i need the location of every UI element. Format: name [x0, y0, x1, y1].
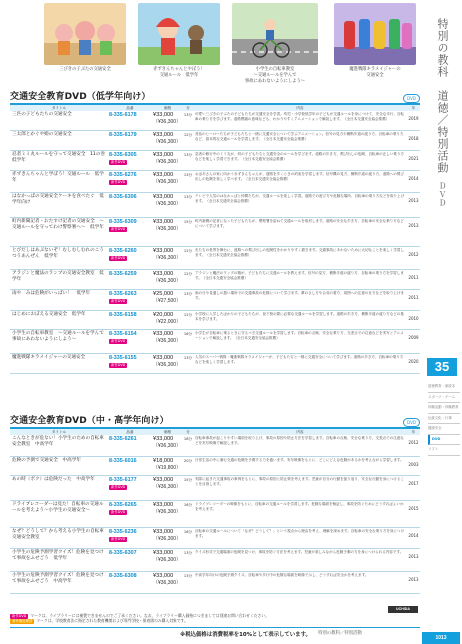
release-year: 2019	[408, 116, 419, 121]
column-minutes: 分	[186, 106, 190, 110]
price-with-tax: （¥36,300）	[153, 118, 182, 125]
sidebar-tab[interactable]: 健康安全	[428, 424, 460, 435]
catalog-page-number: 1013	[422, 632, 460, 644]
duration: 12分	[183, 313, 193, 317]
price-cell	[152, 270, 183, 289]
price-cell	[152, 311, 183, 329]
product-code: 8-335-6260	[109, 248, 137, 254]
price-with-tax: （¥36,300）	[153, 254, 182, 261]
product-title: はじめにおぼえる交通安全 低学年	[12, 312, 86, 317]
tax-note: ※税込価格は消費税率を10%として表示しています。	[180, 632, 311, 638]
new-dvd-badge: 新作DVD	[111, 180, 126, 184]
new-dvd-badge: 新作DVD	[111, 339, 126, 343]
sidebar-tabs	[428, 382, 460, 456]
table-row	[10, 354, 420, 374]
column-price: 価格	[163, 106, 172, 110]
price-with-tax: （¥36,300）	[153, 337, 182, 344]
product-code-cell	[108, 290, 152, 310]
product-description: アラジンと魔法のランプの精が、子どもたちに交通ルールを教えます。信号の見方、横断歩道の渡り方、自転車の乗り方を学習します。（全日本交通安全協会推薦）	[195, 271, 404, 280]
new-dvd-badge: 新作DVD	[111, 299, 126, 303]
sidebar-vertical-title: 特別の教科 道徳／特別活動	[436, 18, 449, 174]
legend	[10, 613, 420, 624]
page-number: 35	[427, 358, 457, 376]
product-title: はなかっぱの交通安全ケーキを食べたぐ 低学年向け	[12, 194, 104, 205]
new-dvd-badge: 新作DVD	[111, 485, 126, 489]
table-row	[10, 151, 420, 171]
product-code: 8-335-6305	[109, 152, 137, 158]
product-description: 自転車事故が起こりやすい場面を取り上げ、事故の原因や防止方法を学習します。自転車の点検、安全な乗り方、交差点での注意などを実写映像で解説します。	[195, 436, 404, 445]
price: ¥33,000	[153, 331, 174, 337]
duration: 12分	[183, 249, 193, 253]
price: ¥33,000	[153, 355, 174, 361]
sidebar-tab[interactable]: DVD	[428, 435, 460, 446]
table-row	[10, 501, 420, 528]
product-code: 8-335-6306	[109, 194, 137, 200]
price: ¥33,000	[153, 477, 174, 483]
duration: 13分	[183, 195, 193, 199]
price-with-tax: （¥36,300）	[153, 158, 182, 165]
price: ¥33,000	[153, 132, 174, 138]
table-row	[10, 435, 420, 457]
product-table	[10, 111, 420, 374]
price: ¥33,000	[153, 436, 174, 442]
thumbnail-caption: 赤ずきんちゃんとやぼう！ 交通ルール 低学年	[153, 67, 205, 78]
product-title: 魔進戦隊キラメイジャーの交通安全	[12, 355, 86, 360]
price-with-tax: （¥36,300）	[153, 579, 182, 586]
product-code-cell	[108, 501, 152, 527]
uchida-logo: UCHIDA	[388, 606, 418, 613]
product-description: 小学生が自転車に乗るときに守るべき交通ルールを学習します。自転車の点検、安全な乗り方、交差点での注意などを実写とアニメーションで解説します。（全日本交通安全協会推薦）	[195, 331, 404, 340]
product-code-cell	[108, 171, 152, 192]
product-title: ドライブレコーダーは見た！自転車の交通ルールを考えよう～小学生の交通安全～	[12, 502, 104, 513]
duration: 16分	[183, 530, 193, 534]
product-code-cell	[108, 476, 152, 500]
price-with-tax: （¥36,300）	[153, 556, 182, 563]
price-cell	[152, 111, 183, 130]
product-code: 8-335-6307	[109, 550, 137, 556]
legend-text-1: マークは、ライブラリーには複製できませんのでご了承ください。なお、ライブラリー購入価格につきましては別途お問い合わせください。	[30, 613, 269, 618]
product-code: 8-335-6177	[109, 477, 137, 483]
price-cell	[152, 501, 183, 527]
column-year: 年	[411, 106, 416, 110]
product-code: 8-335-6309	[109, 219, 137, 225]
section-title: 交通安全教育DVD（低学年向け）	[10, 92, 151, 102]
table-row	[10, 171, 420, 193]
duration: 13分	[183, 292, 193, 296]
product-code-cell	[108, 435, 152, 456]
price-with-tax: （¥27,500）	[153, 297, 182, 304]
release-year: 2018	[408, 136, 419, 141]
product-code: 8-335-6179	[109, 132, 137, 138]
product-table	[10, 435, 420, 594]
product-title: 小学生の自転車教室 ～交通ルールを学んで事故にあわないようにしよう～	[12, 331, 104, 342]
duration: 15分	[183, 478, 193, 482]
column-title: タイトル	[51, 430, 67, 434]
product-description: 昔話のヒーローたちが子どもたちと一緒に交通安全について学ぶアニメーション。信号の見方や横断歩道の渡り方、自転車の乗り方など、基本的な交通ルールを学習します。（全日本交通安全協会推薦）	[195, 132, 404, 141]
release-year: 2014	[408, 533, 419, 538]
sidebar-tab[interactable]: 体験活動・体験教育	[428, 403, 460, 414]
price-cell	[152, 290, 183, 310]
table-row	[10, 330, 420, 354]
product-description: 実際に起きた交通事故の事例をもとに、事故の原因と防止策を考えます。児童が自分の行動を振り返り、安全な行動を身につけることを目指します。	[195, 477, 404, 486]
new-dvd-badge: 新作DVD	[111, 227, 126, 231]
table-row	[10, 131, 420, 151]
duration: 13分	[183, 574, 193, 578]
sidebar-tab[interactable]: ソフト	[428, 445, 460, 456]
product-title: 三匹の子どもたちの交通安全	[12, 112, 72, 117]
price-with-tax: （¥36,300）	[153, 535, 182, 542]
price: ¥33,000	[153, 219, 174, 225]
product-description: 中高学年向けの危険予測クイズ。自転車や歩行中の危険な場面を映像で示し、どうすれば安全かを考えます。	[195, 573, 369, 577]
product-code-cell	[108, 457, 152, 475]
sidebar-tab[interactable]: スポーツ・ゲーム	[428, 393, 460, 404]
product-code-cell	[108, 354, 152, 373]
product-code: 8-335-6265	[109, 502, 137, 508]
product-title: 忍者ミミ丸ルールを守って交通安全 11の巻 低学年	[12, 152, 110, 163]
thumbnail-strip	[44, 3, 416, 85]
thumbnail-1	[44, 3, 126, 73]
product-title: 雨や みは危険がいっぱい！ 低学年	[12, 291, 91, 296]
price-cell	[152, 151, 183, 170]
product-code: 8-335-6155	[109, 355, 137, 361]
price: ¥20,000	[153, 312, 174, 318]
duration: 13分	[183, 153, 193, 157]
legend-text-2: マークは、学校教育法に指定された教育機関および専門学校・保育園のみ購入対象です。	[36, 618, 188, 623]
section-upper-grades	[10, 416, 420, 594]
product-code: 8-335-6158	[109, 312, 137, 318]
product-title: とびだしはあぶないぞ！むしむしむれのこうつうあんぜん 低学年	[12, 248, 104, 259]
price-cell	[152, 330, 183, 353]
price: ¥25,000	[153, 291, 174, 297]
product-code: 8-335-6178	[109, 112, 137, 118]
table-row	[10, 311, 420, 330]
table-row	[10, 572, 420, 594]
product-description: 自転車の交通ルールについて「なぜ？どうして？」という視点から理由を考え、理解を深めます。自転車の安全な乗り方を身につけます。	[195, 529, 404, 538]
product-code: 8-335-6308	[109, 573, 137, 579]
price-cell	[152, 549, 183, 571]
product-title: こんなときが危ない！小学生のための自転車安全教室 中高学年	[12, 436, 104, 447]
product-title: 小学生の危険予測学習クイズ！危険を見つけて事故をふせごう 低学年	[12, 550, 104, 561]
release-year: 2015	[408, 506, 419, 511]
table-row	[10, 528, 420, 549]
thumbnail-image	[334, 3, 416, 65]
price: ¥33,000	[153, 529, 174, 535]
product-code-cell	[108, 218, 152, 246]
price: ¥33,000	[153, 271, 174, 277]
legend-badge-copyright: 著作権処理済	[12, 619, 33, 623]
price-with-tax: （¥36,300）	[153, 200, 182, 207]
product-title: アラジンと魔法のランプの交通安全教室 低学年	[12, 271, 104, 282]
product-description: ドライブレコーダーの映像をもとに、自転車の交通ルールを学習します。危険な場面を検証し、事故を防ぐためにどうすればよいかを考えます。	[195, 502, 404, 511]
price-cell	[152, 247, 183, 269]
price-with-tax: （¥36,300）	[153, 225, 182, 232]
thumbnail-4	[334, 3, 416, 79]
page-section-label: 特別の教科／特別活動	[318, 631, 362, 636]
price: ¥33,000	[153, 152, 174, 158]
section-title: 交通安全教育DVD（中・高学年向け）	[10, 416, 169, 426]
sidebar-vertical-sub: ＤＶＤ	[438, 182, 447, 208]
price-cell	[152, 354, 183, 373]
product-code: 8-335-6236	[109, 529, 137, 535]
price-cell	[152, 193, 183, 217]
section-lower-grades	[10, 92, 420, 374]
table-row	[10, 111, 420, 131]
right-sidebar	[424, 0, 462, 644]
dvd-tag: DVD	[403, 418, 420, 427]
price-with-tax: （¥36,300）	[153, 178, 182, 185]
duration: 15分	[183, 220, 193, 224]
release-year: 2017	[408, 481, 419, 486]
legend-badge-new: 新作DVD	[12, 614, 27, 618]
duration: 12分	[183, 133, 193, 137]
table-row	[10, 549, 420, 572]
column-code: 品番	[126, 430, 134, 434]
new-dvd-badge: 新作DVD	[111, 537, 126, 541]
price-with-tax: （¥22,000）	[153, 318, 182, 325]
price: ¥33,000	[153, 172, 174, 178]
column-year: 年	[411, 430, 416, 434]
product-code: 8-335-6154	[109, 331, 137, 337]
table-row	[10, 218, 420, 247]
table-row	[10, 193, 420, 218]
footer-divider	[10, 627, 420, 628]
column-price: 価格	[163, 430, 172, 434]
thumbnail-image	[44, 3, 126, 65]
price-with-tax: （¥36,300）	[153, 483, 182, 490]
thumbnail-2	[138, 3, 220, 79]
release-year: 2013	[408, 554, 419, 559]
new-dvd-badge: 新作DVD	[111, 363, 126, 367]
table-row	[10, 476, 420, 501]
table-row	[10, 270, 420, 290]
thumbnail-image	[232, 3, 318, 65]
price-cell	[152, 476, 183, 500]
product-code-cell	[108, 270, 152, 289]
product-description: 雨の日や見通しの悪い場所での交通事故の危険について学びます。傘のさし方や合羽の着方、周囲への注意の仕方などを取り上げます。	[195, 291, 404, 300]
product-code: 8-335-6263	[109, 291, 137, 297]
section-header	[10, 92, 420, 105]
release-year: 2014	[408, 176, 419, 181]
product-title: あの時（ボク）は危険だった 中高学年	[12, 477, 95, 482]
product-description: おばあさんの家に向かう赤ずきんちゃんが、道路を歩くときの約束を学習します。信号機の見方、横断歩道の渡り方、道路への飛び出しの危険を楽しく学べます。（全日本交通安全協会推薦）	[195, 172, 404, 181]
release-year: 2010	[408, 316, 419, 321]
release-year: 2011	[408, 275, 419, 280]
product-code: 8-335-6261	[109, 436, 137, 442]
price: ¥33,000	[153, 573, 174, 579]
duration: 12分	[183, 272, 193, 276]
price: ¥33,000	[153, 502, 174, 508]
table-row	[10, 247, 420, 270]
column-description: 内容	[296, 430, 304, 434]
product-code-cell	[108, 111, 152, 130]
release-year: 2012	[408, 440, 419, 445]
product-code-cell	[108, 247, 152, 269]
product-description: 町内新聞の記者になった子どもたちが、警察署を訪ねて交通ルールを取材します。道路の安全な歩き方、自転車の安全な乗り方などについて学びます。	[195, 219, 404, 228]
product-title: 町内新聞記者・おたすけ記者の交通安全 ～交通ルールを守ってわけ警察署へ～ 低学年	[12, 219, 104, 230]
release-year: 2020	[408, 359, 419, 364]
price-cell	[152, 218, 183, 246]
thumbnail-image	[138, 3, 220, 65]
thumbnail-caption: 小学生の自転車教室 ～交通ルールを学んで 事故にあわないようにしよう～	[244, 67, 306, 84]
release-year: 2013	[408, 577, 419, 582]
product-description: 小学校に入学したばかりの子どもたちが、登下校の際に必要な交通ルールを学習します。道路の歩き方、横断歩道の渡り方などの基本を学びます。	[195, 312, 404, 321]
duration: 13分	[183, 113, 193, 117]
column-title: タイトル	[51, 106, 67, 110]
price: ¥33,000	[153, 248, 174, 254]
price-cell	[152, 171, 183, 192]
product-code-cell	[108, 528, 152, 548]
price-cell	[152, 572, 183, 593]
product-code-cell	[108, 311, 152, 329]
product-code-cell	[108, 151, 152, 170]
duration: 13分	[183, 356, 193, 360]
product-code-cell	[108, 330, 152, 353]
price-with-tax: （¥19,800）	[153, 464, 182, 471]
product-description: クイズ形式で交通場面の危険を見つけ、事故を防ぐ方法を考えます。児童が楽しみながら危険予測の力を身につけられる内容です。	[195, 550, 404, 554]
product-code: 8-335-6016	[109, 458, 137, 464]
product-code-cell	[108, 549, 152, 571]
column-minutes: 分	[186, 430, 190, 434]
price-with-tax: （¥36,300）	[153, 138, 182, 145]
column-description: 内容	[296, 106, 304, 110]
release-year: 2013	[408, 223, 419, 228]
release-year: 2003	[408, 462, 419, 467]
price-with-tax: （¥36,300）	[153, 442, 182, 449]
product-description: 忍者の修行中のミミ丸が、町の子どもたちと交通安全のルールを学びます。道路の歩き方、飛び出しの危険、自転車の正しい乗り方などを楽しく学習できます。（全日本交通安全協会推薦）	[195, 152, 404, 161]
product-description: 可愛い三びきの子ぶたの子どもたちが交通安全を学習。幼児・小学校低学年の子どもが交通ルールを身につけて、安全な歩行、自転車の乗り方を学びます。道路標識の意味なども、わかりやすくアニメーションで解説します。（全日本交通安全協会推薦）	[195, 112, 405, 121]
thumbnail-caption: 魔進戦隊キラメイジャーの 交通安全	[349, 67, 401, 78]
product-code: 8-335-6276	[109, 172, 137, 178]
duration: 20分	[183, 459, 193, 463]
product-description: 人気のスーパー戦隊・魔進戦隊キラメイジャーが、子どもたちと一緒に交通安全について学びます。道路の歩き方、自転車の乗り方などを楽しく学習します。	[195, 355, 404, 364]
product-code-cell	[108, 572, 152, 593]
price-cell	[152, 457, 183, 475]
product-code-cell	[108, 131, 152, 150]
product-description: 虫たちの世界を舞台に、道路への飛び出しの危険性をわかりやすく描きます。交通事故にあわないために大切なことを楽しく学習します。（全日本交通安全協会推薦）	[195, 248, 404, 257]
price-with-tax: （¥36,300）	[153, 277, 182, 284]
thumbnail-caption: 三びきの子ぶたの交通安全	[59, 67, 111, 72]
price: ¥18,000	[153, 458, 174, 464]
price-with-tax: （¥36,300）	[153, 508, 182, 515]
product-title: 危険の予測で交通安全 中高学年	[12, 458, 81, 463]
thumbnail-3	[232, 3, 318, 85]
dvd-tag: DVD	[403, 94, 420, 103]
release-year: 2011	[408, 295, 419, 300]
release-year: 2009	[408, 335, 419, 340]
product-title: 赤ずきんちゃんと学ぼう！交通ルール 低学年	[12, 172, 104, 183]
duration: 13分	[183, 173, 193, 177]
release-year: 2021	[408, 156, 419, 161]
product-title: なぜ？どうして？から考える小学生の自転車交通安全教室	[12, 529, 104, 540]
duration: 16分	[183, 503, 193, 507]
product-code-cell	[108, 193, 152, 217]
release-year: 2012	[408, 252, 419, 257]
new-dvd-badge: 新作DVD	[111, 510, 126, 514]
release-year: 2013	[408, 198, 419, 203]
sidebar-tab[interactable]: 道徳教育・副読本	[428, 382, 460, 393]
product-title: 三太郎とかぐや姫の交通安全	[12, 132, 72, 137]
section-header	[10, 416, 420, 429]
product-description: テレビで人気のはなかっぱと仲間たちが、交通ルールを楽しく学習。道路での遊び方や危険な場所、自転車の乗り方などを取り上げます。（全日本交通安全協会推薦）	[195, 194, 405, 203]
price-cell	[152, 131, 183, 150]
new-dvd-badge: 新作DVD	[111, 256, 126, 260]
product-title: 小学生の危険予測学習クイズ！危険を見つけて事故をふせごう 中高学年	[12, 573, 104, 584]
column-code: 品番	[126, 106, 134, 110]
product-description: 日常生活の中に潜む交通の危険を予測する力を養います。実写映像をもとに、どこにどんな危険があるかを考えながら学習します。	[195, 458, 404, 462]
table-row	[10, 290, 420, 311]
table-row	[10, 457, 420, 476]
sidebar-tab[interactable]: 伝統文化・行事	[428, 414, 460, 425]
price: ¥33,000	[153, 112, 174, 118]
price-cell	[152, 435, 183, 456]
duration: 16分	[183, 332, 193, 336]
price: ¥33,000	[153, 550, 174, 556]
new-dvd-badge: 新作DVD	[111, 160, 126, 164]
product-code: 8-335-6259	[109, 271, 137, 277]
price-with-tax: （¥36,300）	[153, 361, 182, 368]
price-cell	[152, 528, 183, 548]
duration: 13分	[183, 551, 193, 555]
duration: 18分	[183, 437, 193, 441]
price: ¥33,000	[153, 194, 174, 200]
